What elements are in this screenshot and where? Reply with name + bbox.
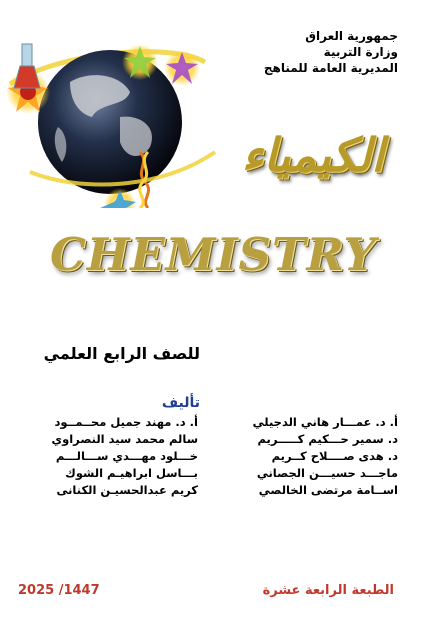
edition-label: الطبعة الرابعة عشرة — [262, 583, 394, 598]
header-line-directorate: المديرية العامة للمناهج — [263, 61, 398, 75]
authors-column-right — [228, 414, 398, 499]
book-title-english: CHEMISTRY — [50, 228, 377, 281]
header-line-country: جمهورية العراق — [305, 29, 398, 43]
globe-illustration — [0, 22, 230, 208]
header-line-ministry: وزارة التربية — [323, 45, 398, 59]
author-name: د. سمير حـــكيم كـــــريم — [257, 432, 398, 446]
author-name: د. هدى صــــلاح كــريم — [271, 449, 398, 463]
author-name: خـــلود مهـــدي ســـالـــم — [55, 449, 198, 463]
grade-level: للصف الرابع العلمي — [43, 344, 200, 363]
author-name: بـــاسل ابراهيـم الشوك — [65, 466, 198, 480]
author-name: اســامة مرتضى الخالصي — [258, 483, 398, 497]
authors-heading: تأليف — [161, 395, 200, 411]
book-title-arabic: الكيمياء — [241, 128, 384, 182]
ministry-header — [228, 28, 398, 76]
authors-column-left — [8, 414, 198, 499]
author-name: أ. د. عمـــار هاني الدجيلي — [252, 415, 398, 429]
globe — [38, 50, 182, 194]
author-name: ماجـــد حسيـــن الجصاني — [256, 466, 398, 480]
author-name: كريم عبدالحسيـن الكنانى — [56, 483, 198, 497]
publication-year: 2025 /1447 — [18, 583, 100, 598]
author-name: أ. د. مهند جميل محــمــود — [54, 415, 198, 429]
author-name: سالم محمد سيد النصراوي — [51, 432, 198, 446]
